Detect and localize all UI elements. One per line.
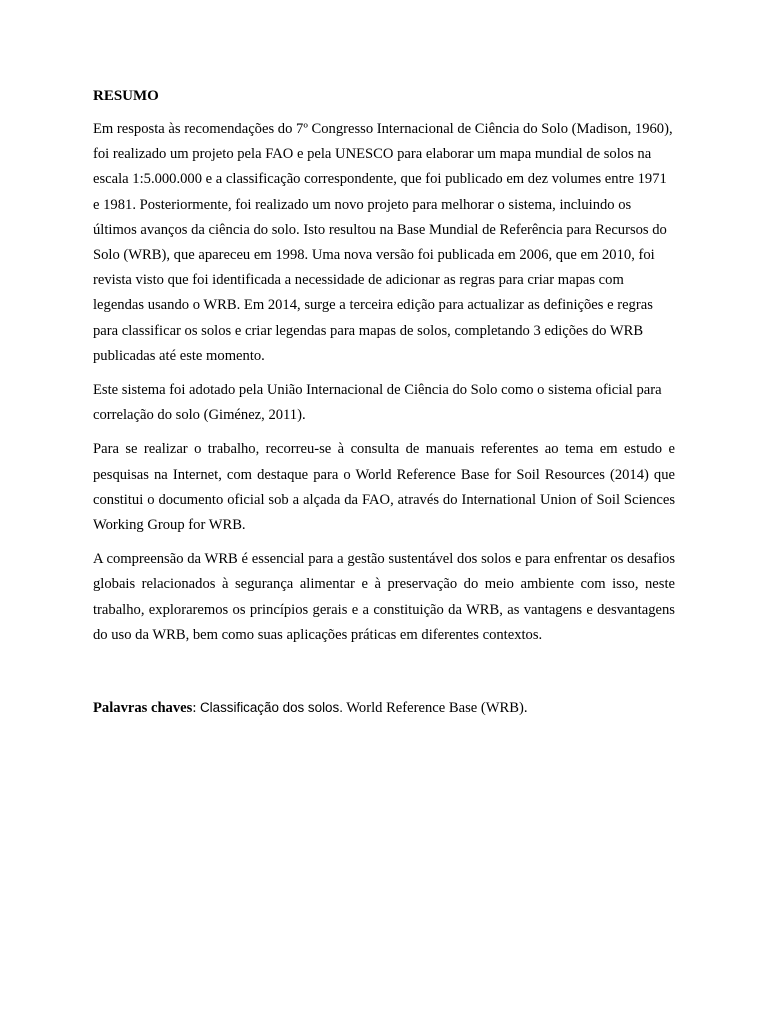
- keywords-text-1: Classificação dos solos.: [200, 700, 343, 715]
- keywords-text-2: World Reference Base (WRB).: [342, 700, 528, 716]
- section-title: RESUMO: [93, 88, 159, 104]
- keywords-separator: :: [192, 700, 201, 716]
- paragraph-2: Este sistema foi adotado pela União Internacional de Ciência do Solo como o sistema oficial para correlação do solo (Giménez, 2011).: [93, 382, 662, 424]
- paragraph-3: Para se realizar o trabalho, recorreu-se à consulta de manuais referentes ao tema em estudo e pesquisas na Internet, com destaque para o World Reference Base for Soil Resources (2014) que constitui o documento oficial sob a alçada da FAO, através do International Union of Soil Sciences Working Group for WRB.: [93, 441, 675, 534]
- paragraph-4: A compreensão da WRB é essencial para a gestão sustentável dos solos e para enfrentar os desafios globais relacionados à segurança alimentar e à preservação do meio ambiente com isso, neste trabalho, exploraremos os princípios gerais e a constituição da WRB, as vantagens e desvantagens do uso da WRB, bem como suas aplicações práticas em diferentes contextos.: [93, 551, 675, 643]
- keywords-line: [93, 697, 675, 719]
- keywords-label: Palavras chaves: [93, 700, 193, 716]
- document-body: [93, 84, 675, 657]
- paragraph-1: Em resposta às recomendações do 7º Congresso Internacional de Ciência do Solo (Madison, 1960), foi realizado um projeto pela FAO e pela UNESCO para elaborar um mapa mundial de solos na escala 1:5.000.000 e a classificação correspondente, que foi publicado em dez volumes entre 1971 e 1981. Posteriormente, foi realizado um novo projeto para melhorar o sistema, incluindo os últimos avanços da ciência do solo. Isto resultou na Base Mundial de Referência para Recursos do Solo (WRB), que apareceu em 1998. Uma nova versão foi publicada em 2006, que em 2010, foi revista visto que foi identificada a necessidade de adicionar as regras para criar mapas com legendas usando o WRB. Em 2014, surge a terceira edição para actualizar as definições e regras para classificar os solos e criar legendas para mapas de solos, completando 3 edições do WRB publicadas até este momento.: [93, 121, 673, 364]
